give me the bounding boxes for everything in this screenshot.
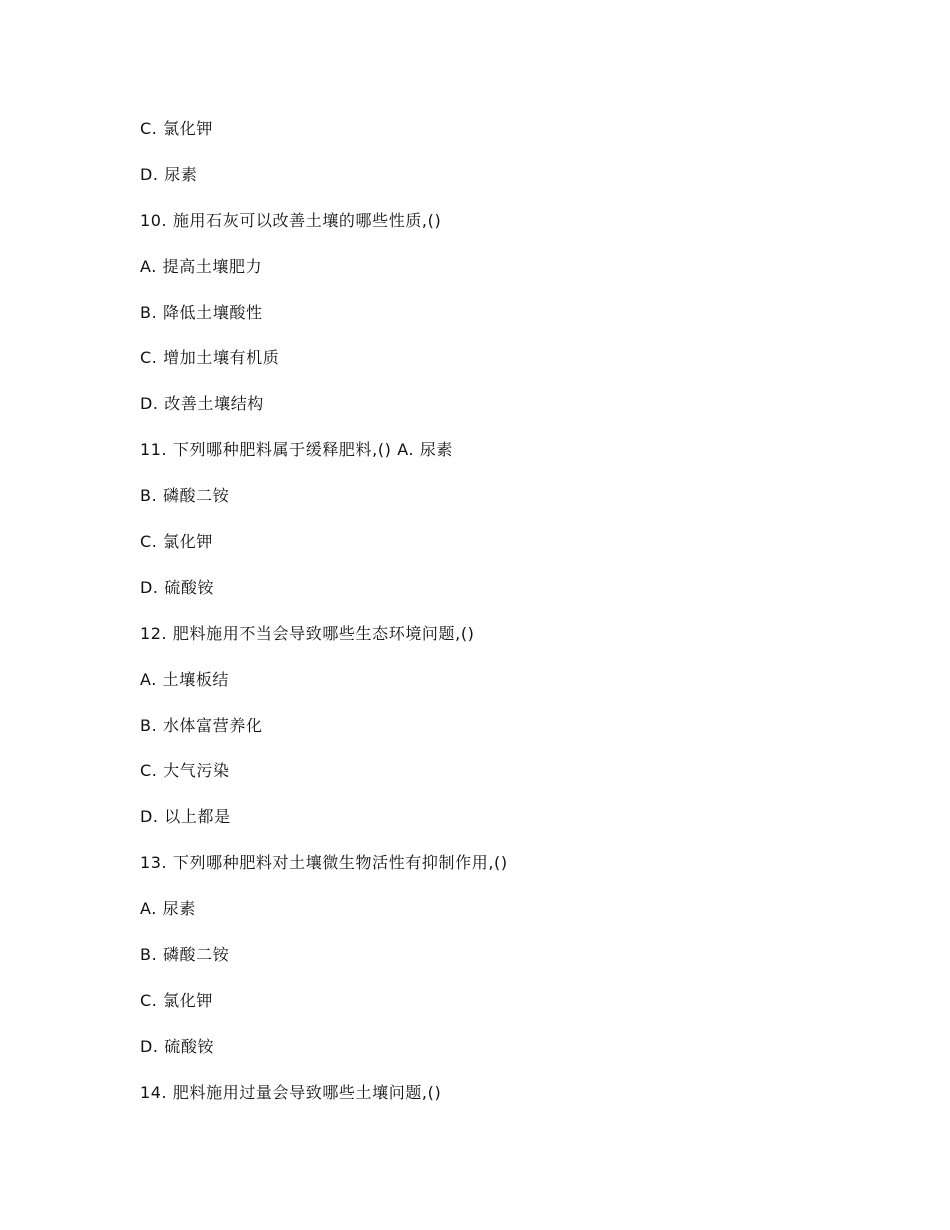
option-b-q10: B. 降低土壤酸性 bbox=[140, 302, 263, 322]
option-d-q9: D. 尿素 bbox=[140, 164, 198, 184]
option-d-q12: D. 以上都是 bbox=[140, 807, 231, 827]
option-d-q10: D. 改善土壤结构 bbox=[140, 394, 264, 414]
option-a-q13: A. 尿素 bbox=[140, 899, 196, 919]
option-c-q11: C. 氯化钾 bbox=[140, 532, 213, 552]
question-13: 13. 下列哪种肥料对土壤微生物活性有抑制作用,() bbox=[140, 853, 508, 873]
option-b-q12: B. 水体富营养化 bbox=[140, 715, 263, 735]
option-c-q9: C. 氯化钾 bbox=[140, 119, 213, 138]
option-c-q13: C. 氯化钾 bbox=[140, 990, 213, 1010]
option-b-q11: B. 磷酸二铵 bbox=[140, 486, 230, 506]
question-11: 11. 下列哪种肥料属于缓释肥料,() A. 尿素 bbox=[140, 440, 454, 460]
question-list bbox=[140, 116, 900, 1126]
question-10: 10. 施用石灰可以改善土壤的哪些性质,() bbox=[140, 210, 442, 230]
option-c-q12: C. 大气污染 bbox=[140, 761, 230, 781]
option-b-q13: B. 磷酸二铵 bbox=[140, 945, 230, 965]
option-a-q10: A. 提高土壤肥力 bbox=[140, 256, 263, 276]
option-d-q13: D. 硫酸铵 bbox=[140, 1036, 215, 1056]
question-14: 14. 肥料施用过量会导致哪些土壤问题,() bbox=[140, 1082, 442, 1102]
option-a-q12: A. 土壤板结 bbox=[140, 669, 230, 689]
option-c-q10: C. 增加土壤有机质 bbox=[140, 348, 280, 368]
question-12: 12. 肥料施用不当会导致哪些生态环境问题,() bbox=[140, 623, 475, 643]
option-d-q11: D. 硫酸铵 bbox=[140, 577, 215, 597]
